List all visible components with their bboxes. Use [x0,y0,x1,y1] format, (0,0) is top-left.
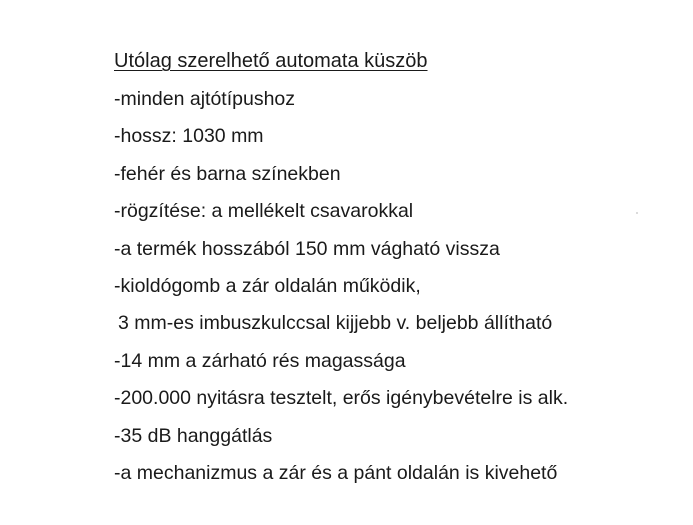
spec-line-length: -hossz: 1030 mm [114,125,264,148]
document-title: Utólag szerelhető automata küszöb [114,50,428,72]
spec-line-gap-height: -14 mm a zárható rés magassága [114,349,406,372]
spec-line-sound-insulation: -35 dB hanggátlás [114,424,273,447]
spec-line-mounting: -rögzítése: a mellékelt csavarokkal [114,200,414,223]
spec-line-adjustment: 3 mm-es imbuszkulccsal kijjebb v. beljebb állítható [118,312,553,335]
scan-speck [636,212,638,214]
spec-list [114,86,684,486]
spec-line-cut-length: -a termék hosszából 150 mm vágható vissza [114,237,500,260]
spec-line-door-types: -minden ajtótípushoz [114,88,296,110]
spec-line-mechanism: -a mechanizmus a zár és a pánt oldalán is kivehető [114,461,558,484]
product-spec-text [114,48,684,497]
spec-line-tested-cycles: -200.000 nyitásra tesztelt, erős igénybevételre is alk. [114,387,569,410]
spec-line-colors: -fehér és barna színekben [114,162,341,185]
spec-line-release-button: -kioldógomb a zár oldalán működik, [114,274,421,297]
